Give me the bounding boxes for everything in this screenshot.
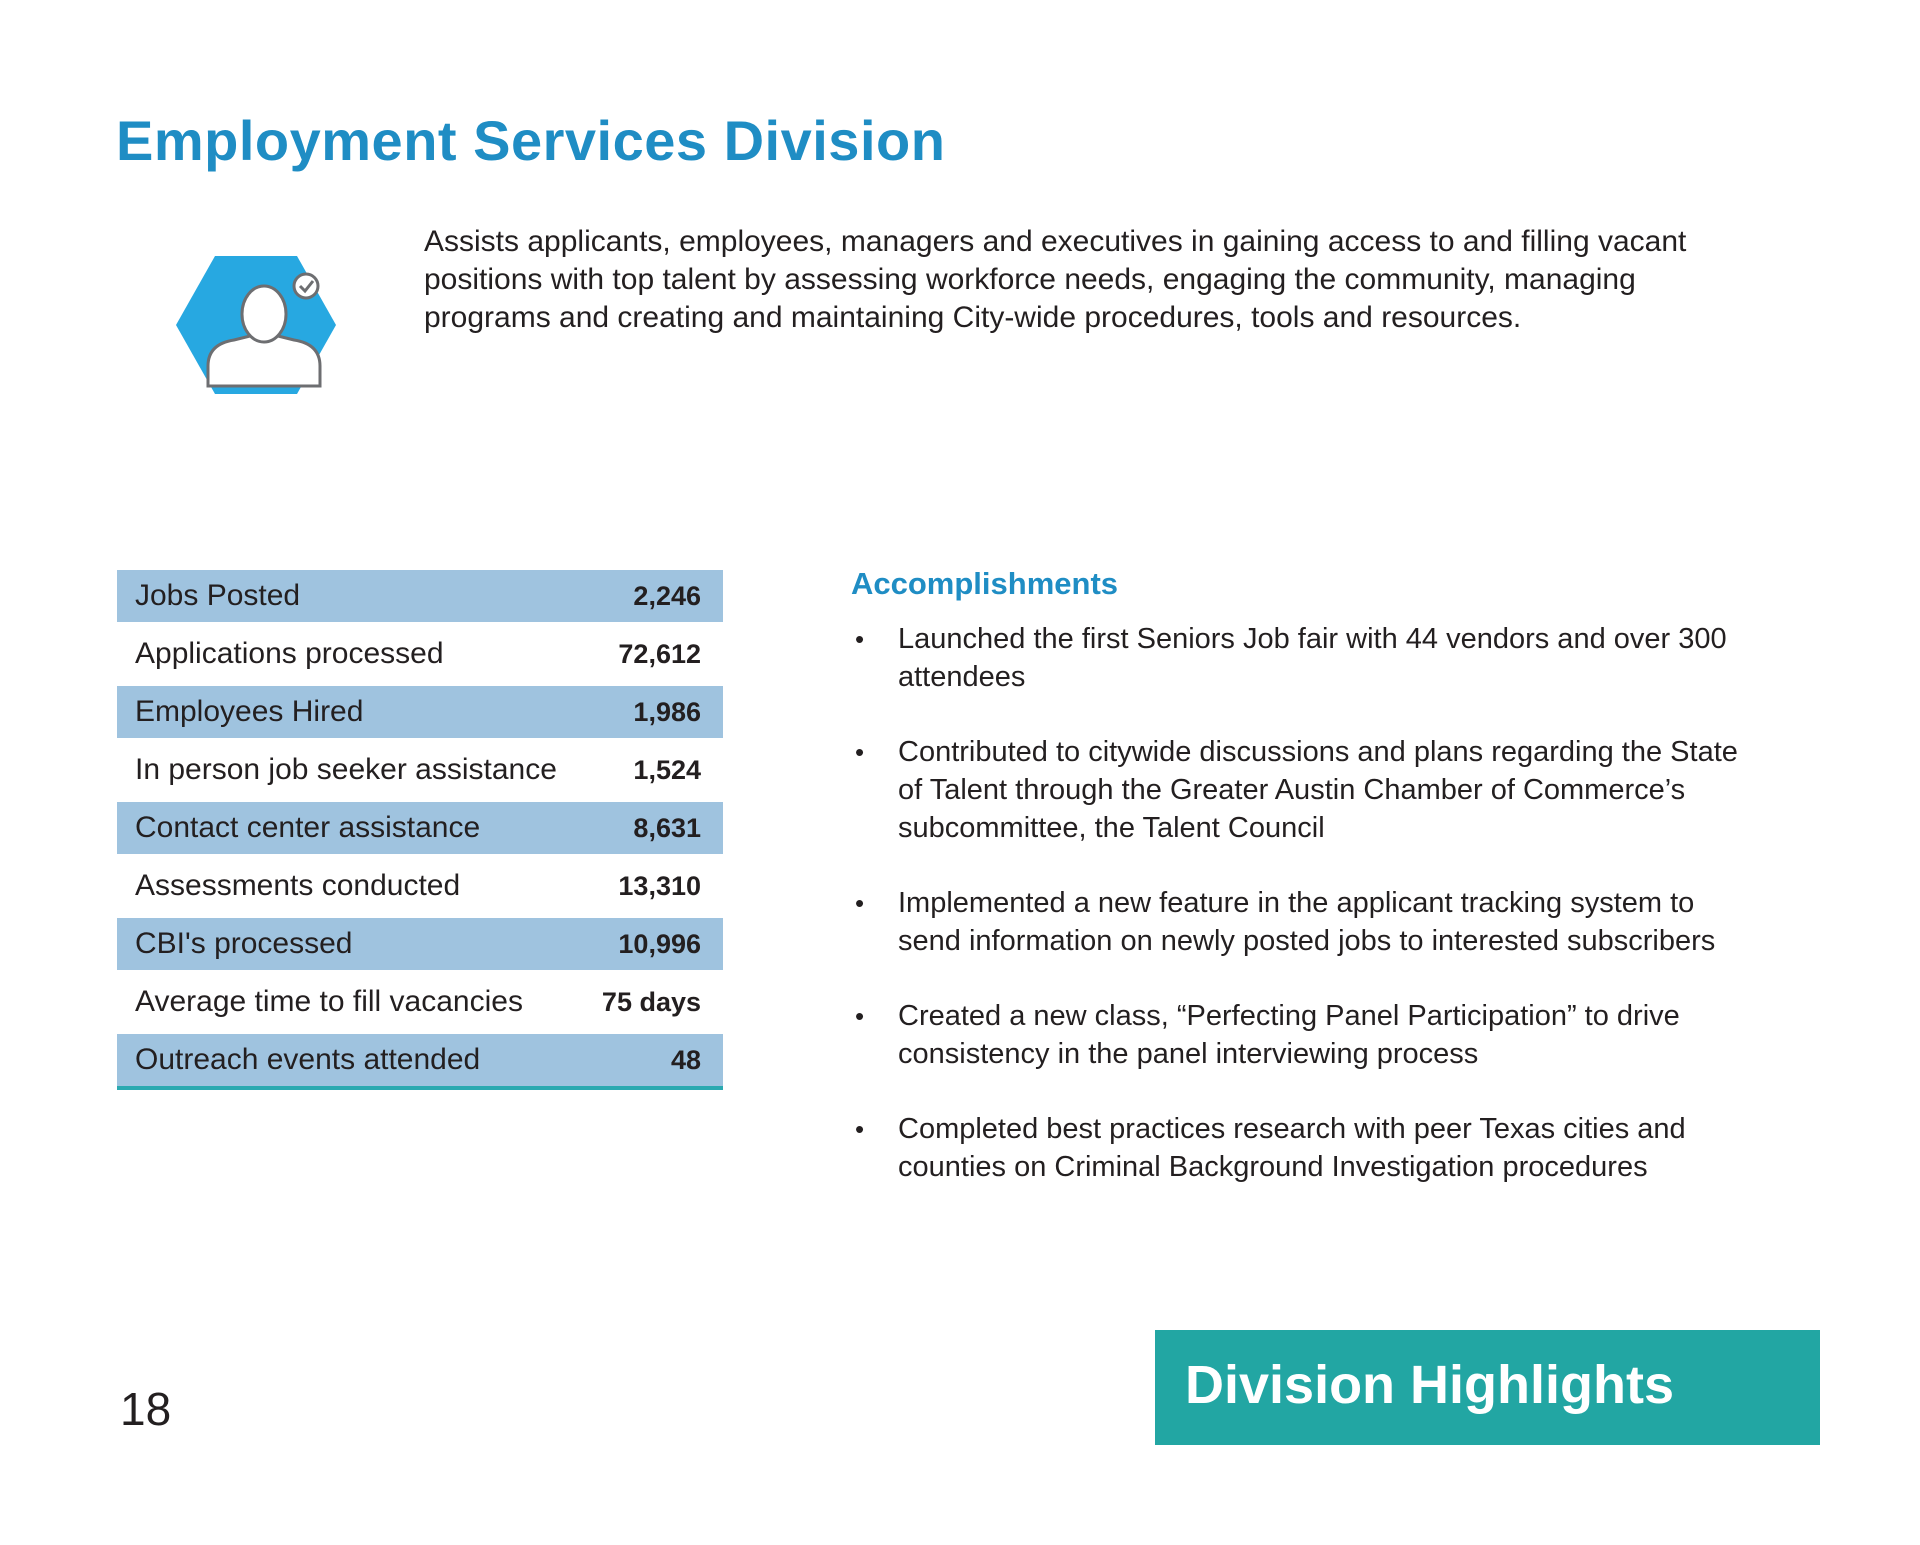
stat-row-outreach-events xyxy=(117,1034,723,1086)
stat-value: 75 days xyxy=(601,987,701,1017)
stat-row-contact-center xyxy=(117,802,723,854)
accomplishment-text: Implemented a new feature in the applicant tracking system to send information on newly posted jobs to interested subscribers xyxy=(898,887,1716,957)
bullet-icon: • xyxy=(855,1114,865,1144)
accomplishments-list xyxy=(851,620,1751,1223)
stat-row-employees-hired xyxy=(117,686,723,738)
division-highlights-banner xyxy=(1155,1330,1820,1445)
bullet-icon: • xyxy=(855,624,865,654)
stat-value: 10,996 xyxy=(618,929,701,959)
stat-value: 1,524 xyxy=(633,755,701,785)
stat-label: Employees Hired xyxy=(135,695,364,728)
stat-row-jobs-posted xyxy=(117,570,723,622)
list-item xyxy=(851,733,1751,847)
page-number: 18 xyxy=(120,1383,172,1435)
stat-label: Jobs Posted xyxy=(135,579,301,612)
stat-row-job-seeker-assistance xyxy=(117,744,723,796)
accomplishments-heading: Accomplishments xyxy=(851,566,1119,601)
stat-row-assessments xyxy=(117,860,723,912)
stat-label: Assessments conducted xyxy=(135,869,461,902)
stats-table xyxy=(117,570,723,1090)
stat-label: In person job seeker assistance xyxy=(135,753,557,786)
stat-value: 1,986 xyxy=(633,697,701,727)
stat-label: Average time to fill vacancies xyxy=(135,985,523,1018)
accomplishment-text: Contributed to citywide discussions and plans regarding the State of Talent through the Greater Austin Chamber of Commerce’s subcommittee, the Talent Council xyxy=(898,736,1738,844)
bullet-icon: • xyxy=(855,1001,865,1031)
division-description: Assists applicants, employees, managers and executives in gaining access to and filling vacant positions with top talent by assessing workforce needs, engaging the community, managing programs and creating and maintaining City-wide procedures, tools and resources. xyxy=(424,225,1687,334)
accomplishment-text: Created a new class, “Perfecting Panel Participation” to drive consistency in the panel interviewing process xyxy=(898,1000,1680,1070)
stat-row-cbis-processed xyxy=(117,918,723,970)
stat-value: 72,612 xyxy=(618,639,701,669)
stat-row-applications-processed xyxy=(117,628,723,680)
stat-value: 13,310 xyxy=(618,871,701,901)
stat-label: Contact center assistance xyxy=(135,811,481,844)
accomplishment-text: Completed best practices research with peer Texas cities and counties on Criminal Background Investigation procedures xyxy=(898,1113,1686,1183)
bullet-icon: • xyxy=(855,737,865,767)
page-title: Employment Services Division xyxy=(116,109,946,172)
bullet-icon: • xyxy=(855,888,865,918)
stats-bottom-rule xyxy=(117,1086,723,1090)
banner-title: Division Highlights xyxy=(1185,1355,1675,1415)
stat-value: 8,631 xyxy=(633,813,701,843)
list-item xyxy=(851,620,1751,696)
stat-label: Applications processed xyxy=(135,637,444,670)
list-item xyxy=(851,1110,1751,1186)
user-check-hexagon-icon xyxy=(174,254,338,396)
stat-value: 2,246 xyxy=(633,581,701,611)
list-item xyxy=(851,997,1751,1073)
stat-value: 48 xyxy=(670,1045,701,1075)
list-item xyxy=(851,884,1751,960)
stat-label: Outreach events attended xyxy=(135,1043,481,1076)
accomplishment-text: Launched the first Seniors Job fair with 44 vendors and over 300 attendees xyxy=(898,623,1727,693)
stat-row-time-to-fill xyxy=(117,976,723,1028)
stat-label: CBI's processed xyxy=(135,927,353,960)
